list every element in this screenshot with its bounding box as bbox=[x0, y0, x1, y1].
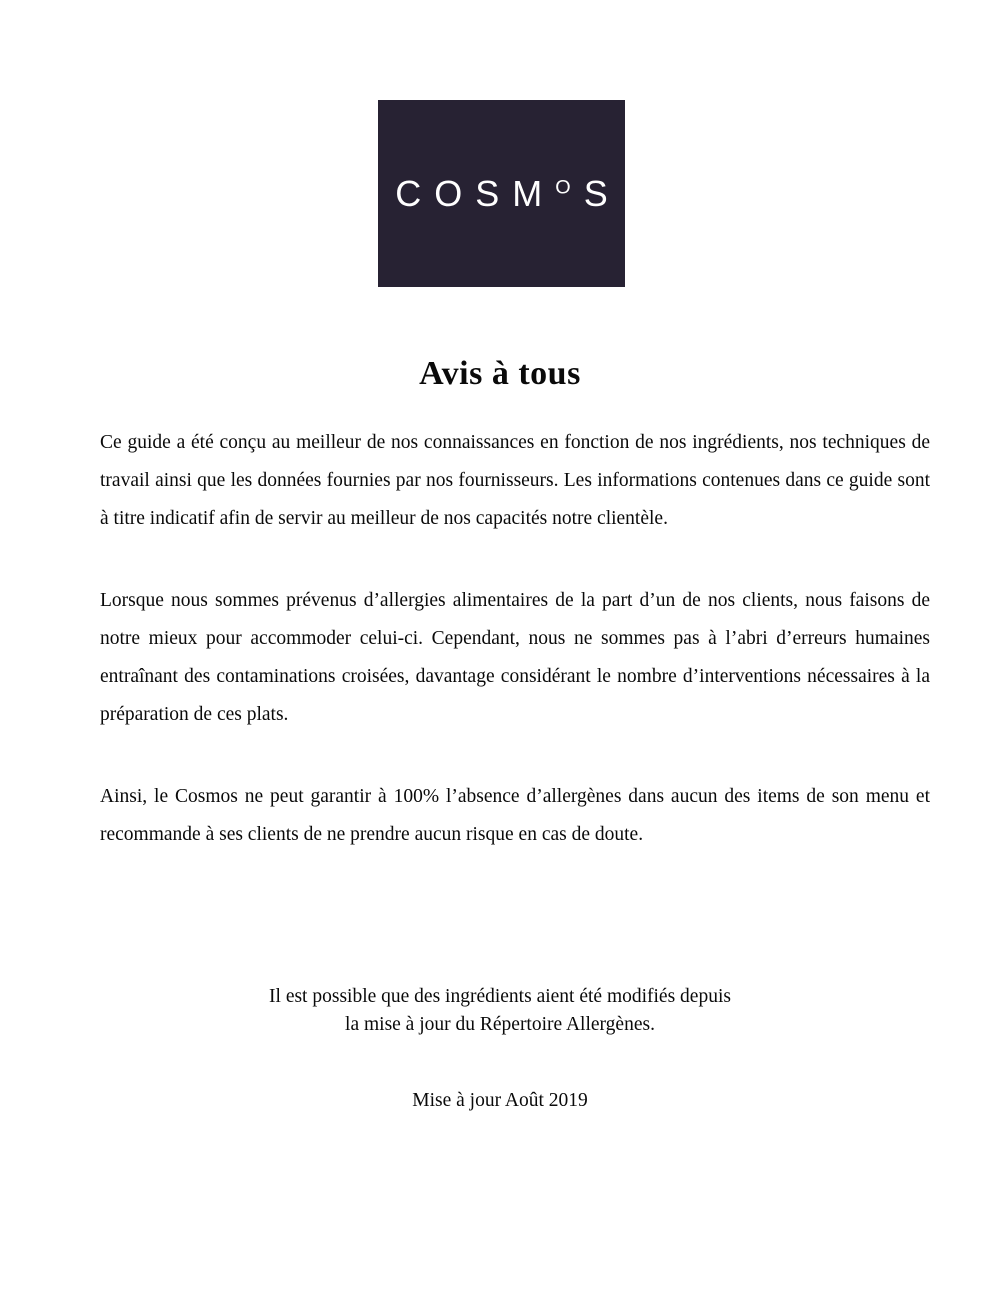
cosmos-logo-text bbox=[395, 173, 620, 215]
last-updated: Mise à jour Août 2019 bbox=[412, 1090, 588, 1111]
paragraph-disclaimer: Ainsi, le Cosmos ne peut garantir à 100% l’absence d’allergènes dans aucun des items de son menu et recommande à ses clients de ne prendre aucun risque en cas de doute. bbox=[100, 786, 930, 845]
body-text bbox=[100, 424, 930, 898]
logo-letters-before: COSM bbox=[395, 172, 556, 214]
cosmos-logo bbox=[378, 100, 625, 287]
ingredients-note bbox=[0, 983, 1000, 1039]
logo-small-o: O bbox=[555, 176, 584, 199]
paragraph-intro: Ce guide a été conçu au meilleur de nos connaissances en fonction de nos ingrédients, nos techniques de travail ainsi que les données fournies par nos fournisseurs. Les informations contenues dans ce guide sont à titre indicatif afin de servir au meilleur de nos capacités notre clientèle. bbox=[100, 432, 930, 529]
note-line-2: la mise à jour du Répertoire Allergènes. bbox=[345, 1014, 655, 1035]
page-title: Avis à tous bbox=[419, 354, 581, 392]
note-line-1: Il est possible que des ingrédients aient été modifiés depuis bbox=[269, 986, 731, 1007]
paragraph-allergies: Lorsque nous sommes prévenus d’allergies alimentaires de la part d’un de nos clients, nous faisons de notre mieux pour accommoder celui-ci. Cependant, nous ne sommes pas à l’abri d’erreurs humaines entraînant des contaminations croisées, davantage considérant le nombre d’interventions nécessaires à la préparation de ces plats. bbox=[100, 590, 930, 725]
logo-letters-after: S bbox=[583, 172, 621, 214]
